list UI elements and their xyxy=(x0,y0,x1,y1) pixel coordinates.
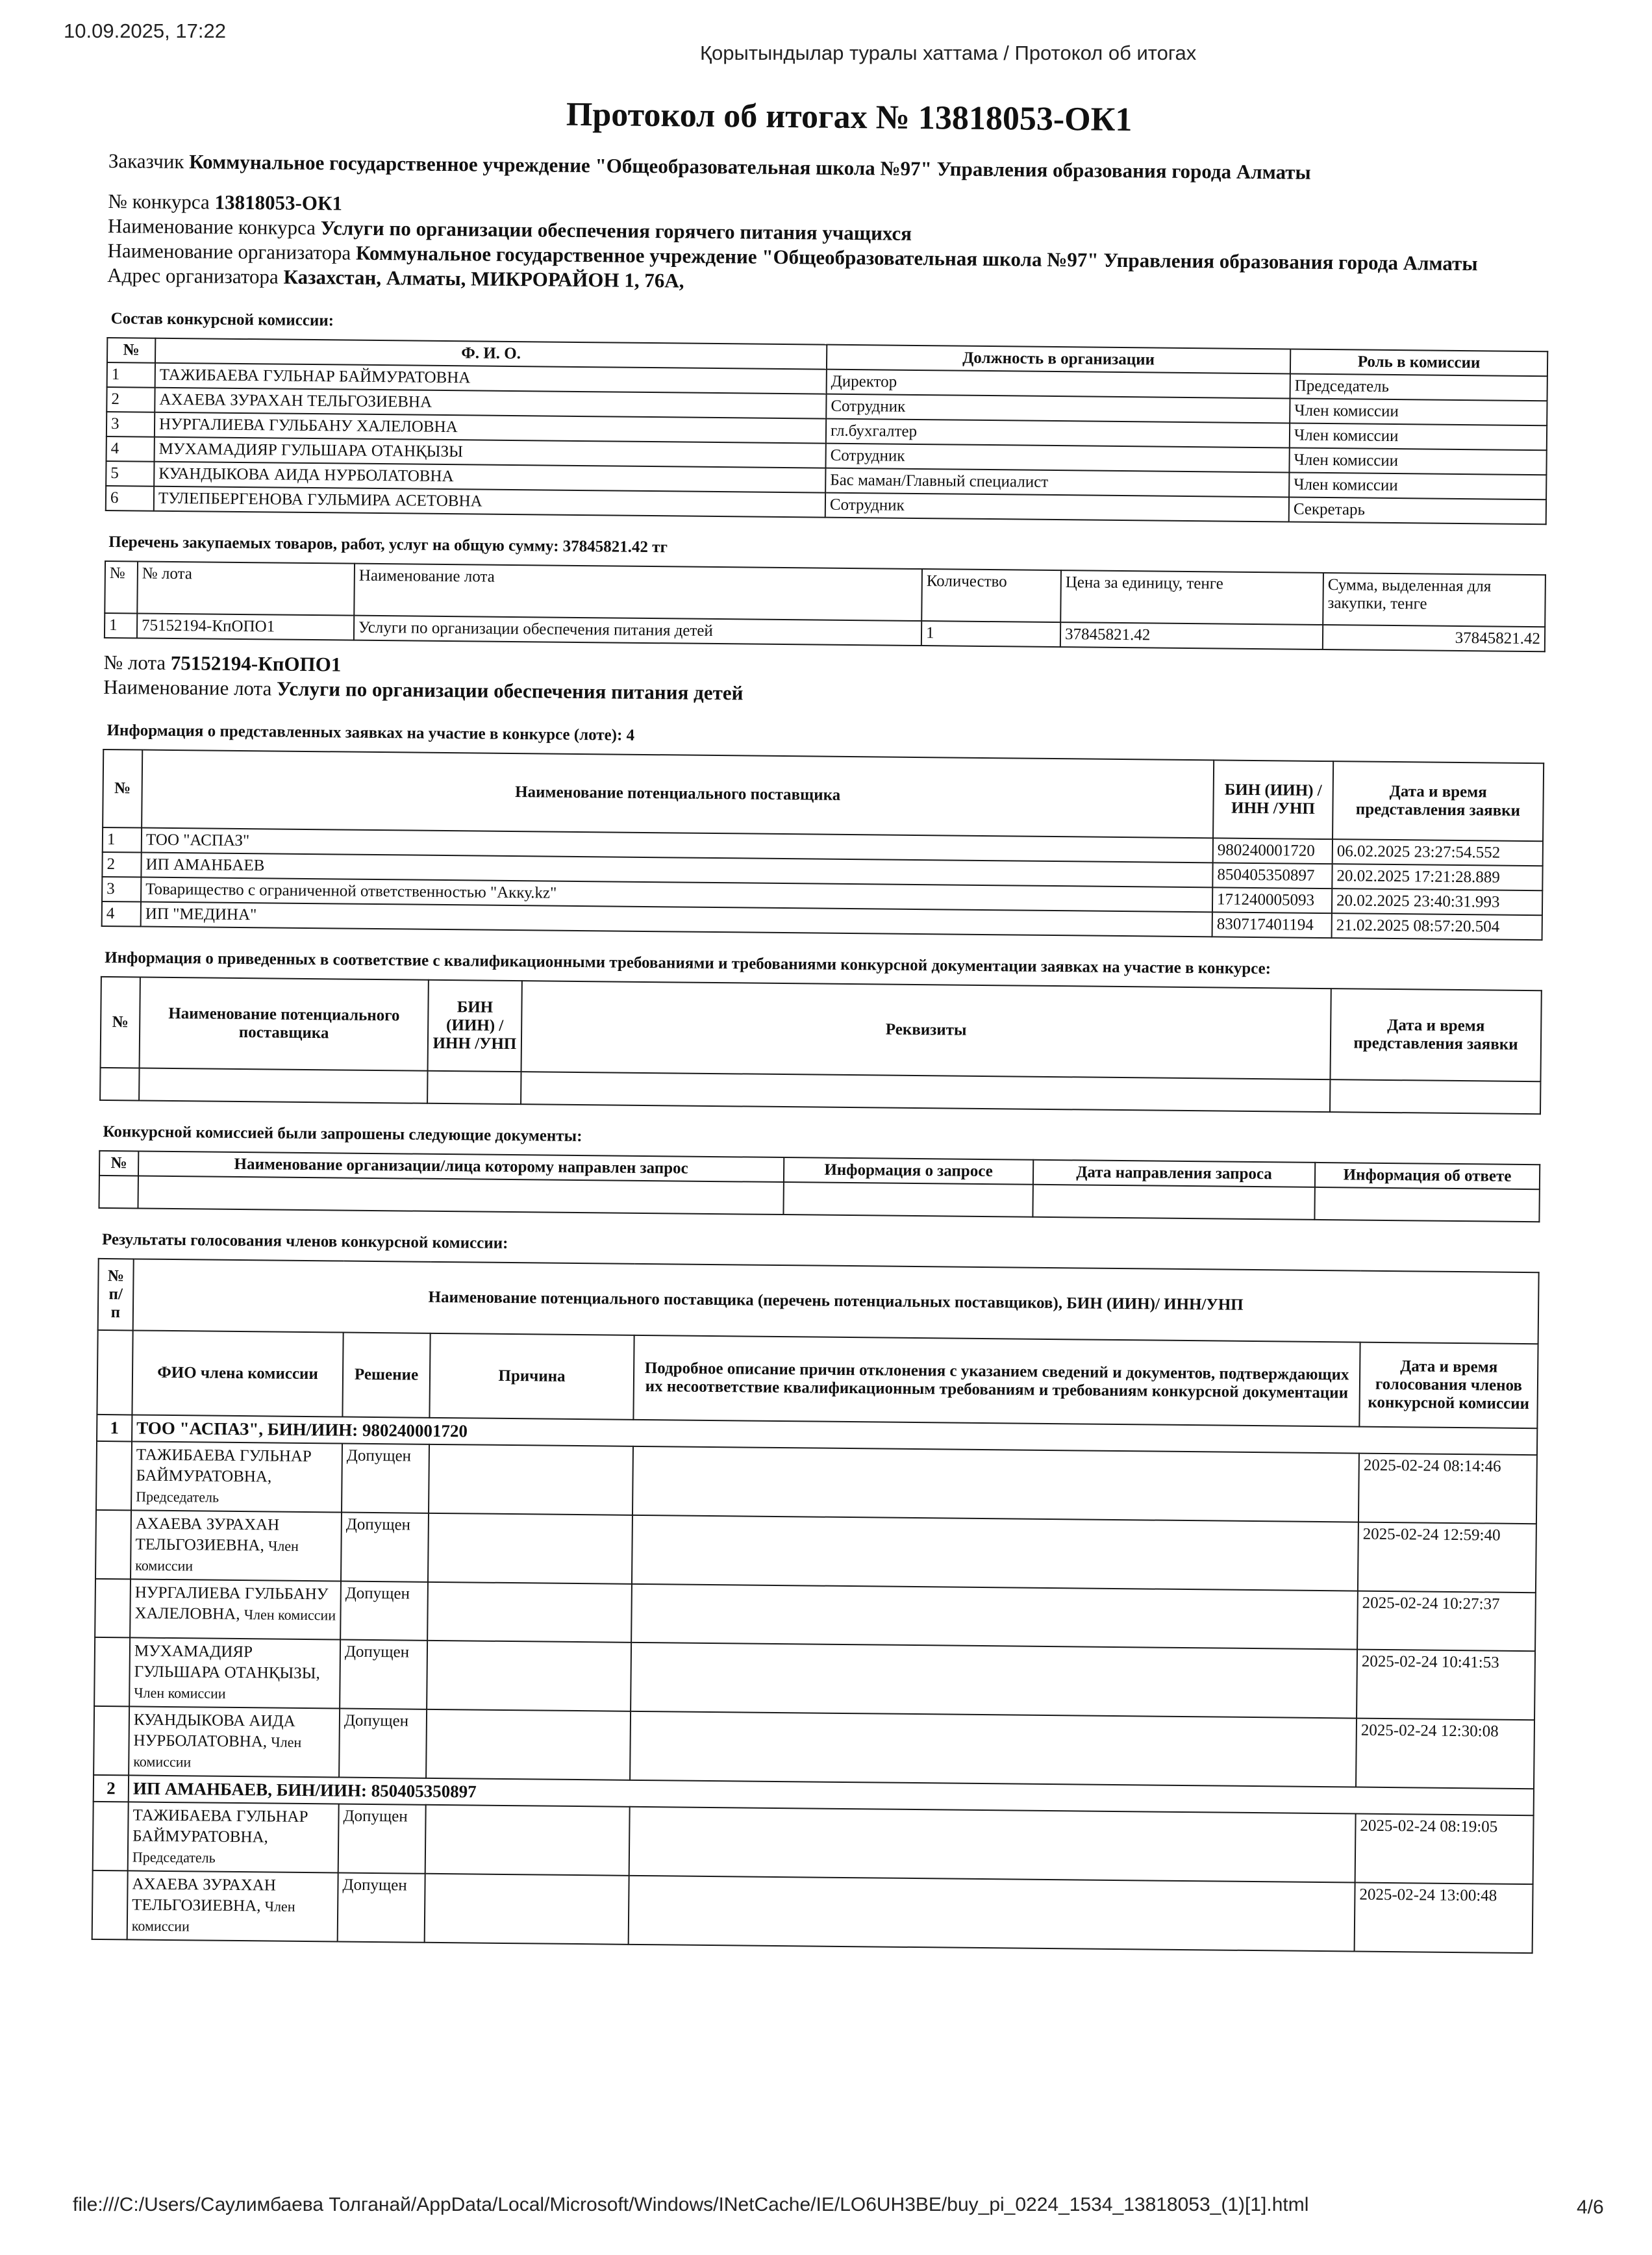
address-value: Казахстан, Алматы, МИКРОРАЙОН 1, 76А, xyxy=(283,265,684,292)
commission-heading: Состав конкурсной комиссии: xyxy=(110,310,334,330)
table-row: 1 75152194-КпОПО1 Услуги по организации обеспечения питания детей 1 37845821.42 37845821.42 xyxy=(105,613,1545,651)
vote-row: АХАЕВА ЗУРАХАН ТЕЛЬГОЗИЕВНА, Член комиссии Допущен 2025-02-24 12:59:40 xyxy=(95,1510,1536,1593)
customer-value: Коммунальное государственное учреждение "Общеобразовательная школа №97" Управления образования города Алматы xyxy=(189,150,1311,184)
page-number: 4/6 xyxy=(1577,2197,1604,2218)
table-row: 3 НУРГАЛИЕВА ГУЛЬБАНУ ХАЛЕЛОВНА гл.бухгалтер Член комиссии xyxy=(106,412,1547,450)
contest-name-value: Услуги по организации обеспечения горячего питания учащихся xyxy=(320,216,912,245)
organizer-value: Коммунальное государственное учреждение "Общеобразовательная школа №97" Управления образования города Алматы xyxy=(355,241,1478,275)
qualified-table: № Наименование потенциального поставщика БИН (ИИН) /ИНН /УНП Реквизиты Дата и время представления заявки xyxy=(99,976,1542,1115)
table-row: 2 ИП АМАНБАЕВ 850405350897 20.02.2025 17:21:28.889 xyxy=(102,852,1542,890)
col-role: Роль в комиссии xyxy=(1290,349,1547,376)
contest-no-value: 13818053-ОК1 xyxy=(214,190,343,215)
document-meta xyxy=(107,149,1550,301)
applications-heading: Информация о представленных заявках на участие в конкурсе (лоте): 4 xyxy=(106,722,635,744)
table-row: 2 АХАЕВА ЗУРАХАН ТЕЛЬГОЗИЕВНА Сотрудник Член комиссии xyxy=(106,387,1547,425)
vote-row: АХАЕВА ЗУРАХАН ТЕЛЬГОЗИЕВНА, Член комиссии Допущен 2025-02-24 13:00:48 xyxy=(92,1871,1533,1953)
protocol-page xyxy=(92,91,1551,1954)
requests-table: № Наименование организации/лица которому направлен запрос Информация о запросе Дата направления запроса Информация об ответе xyxy=(98,1150,1540,1222)
address-line: Адрес организатора Казахстан, Алматы, МИКРОРАЙОН 1, 76А, xyxy=(107,263,684,292)
supplier-row: 2 ИП АМАНБАЕВ, БИН/ИИН: 850405350897 xyxy=(94,1775,1534,1815)
table-row: 4 ИП "МЕДИНА" 830717401194 21.02.2025 08:57:20.504 xyxy=(102,901,1542,940)
vote-row: НУРГАЛИЕВА ГУЛЬБАНУ ХАЛЕЛОВНА, Член комиссии Допущен 2025-02-24 10:27:37 xyxy=(95,1579,1536,1651)
vote-row: КУАНДЫКОВА АИДА НУРБОЛАТОВНА, Член комиссии Допущен 2025-02-24 12:30:08 xyxy=(94,1706,1534,1789)
document-title: Протокол об итогах № 13818053-ОК1 xyxy=(566,95,1133,139)
table-row: 3 Товарищество с ограниченной ответственностью "Акку.kz" 171240005093 20.02.2025 23:40:31.993 xyxy=(102,877,1542,915)
procurement-table: № № лота Наименование лота Количество Цена за единицу, тенге Сумма, выделенная для закупки, тенге 1 75152194-КпОПО1 Услуги по организации обеспечения питания детей 1 37845821.42 37845821.42 xyxy=(104,561,1546,652)
voting-heading: Результаты голосования членов конкурсной комиссии: xyxy=(101,1230,508,1252)
table-row: 4 МУХАМАДИЯР ГУЛЬШАРА ОТАНҚЫЗЫ Сотрудник Член комиссии xyxy=(106,436,1547,475)
requests-heading: Конкурсной комиссией были запрошены следующие документы: xyxy=(103,1122,582,1146)
qualified-heading: Информация о приведенных в соответствие с квалификационными требованиями и требованиями конкурсной документации заявках на участие в конкурсе: xyxy=(105,948,1271,978)
contest-no-line: № конкурса 13818053-ОК1 xyxy=(108,189,343,215)
col-position: Должность в организации xyxy=(827,345,1290,374)
table-row: 6 ТУЛЕПБЕРГЕНОВА ГУЛЬМИРА АСЕТОВНА Сотрудник Секретарь xyxy=(106,486,1546,524)
print-footer-path: file:///C:/Users/Саулимбаева Толганай/AppData/Local/Microsoft/Windows/INetCache/IE/LO6UH3BE/buy_pi_0224_1534_13818053_(1)[1].html xyxy=(73,2194,1309,2215)
col-fio: Ф. И. О. xyxy=(155,338,827,370)
commission-table xyxy=(105,337,1548,525)
customer-line: Заказчик Коммунальное государственное учреждение "Общеобразовательная школа №97" Управления образования города Алматы xyxy=(108,149,1311,184)
vote-row: ТАЖИБАЕВА ГУЛЬНАР БАЙМУРАТОВНА, Председатель Допущен 2025-02-24 08:19:05 xyxy=(93,1802,1534,1884)
contest-name-line: Наименование конкурса Услуги по организации обеспечения горячего питания учащихся xyxy=(107,214,912,245)
print-datetime: 10.09.2025, 17:22 xyxy=(64,19,226,42)
table-row: 5 КУАНДЫКОВА АИДА НУРБОЛАТОВНА Бас маман/Главный специалист Член комиссии xyxy=(106,461,1546,499)
lot-name-value: Услуги по организации обеспечения питания детей xyxy=(276,677,744,705)
supplier-row: 1 ТОО "АСПАЗ", БИН/ИИН: 980240001720 xyxy=(97,1415,1537,1455)
col-no: № xyxy=(107,338,155,363)
table-row: 1 ТАЖИБАЕВА ГУЛЬНАР БАЙМУРАТОВНА Директор Председатель xyxy=(107,362,1547,401)
applications-table: № Наименование потенциального поставщика БИН (ИИН) /ИНН /УНП Дата и время представления заявки 1 ТОО "АСПАЗ" 980240001720 06.02.2025 23:27:54.552 2 ИП АМАНБАЕВ 850405350897 20.02.2025 17:21:28.889 3 Товарищество с ограниченной ответственностью "Акку.kz" 171240005093 20.02.2025 23:40:31.993 4 ИП "МЕДИНА" 830717401194 21.02.2025 08:57:20.504 xyxy=(101,749,1545,940)
vote-row: ТАЖИБАЕВА ГУЛЬНАР БАЙМУРАТОВНА, Председатель Допущен 2025-02-24 08:14:46 xyxy=(96,1441,1537,1524)
table-row: 1 ТОО "АСПАЗ" 980240001720 06.02.2025 23:27:54.552 xyxy=(103,827,1543,866)
voting-table: № п/ п Наименование потенциального поставщика (перечень потенциальных поставщиков), БИН (ИИН)/ ИНН/УНП ФИО члена комиссии Решение Причина Подробное описание причин отклонения с указанием сведений и документов, подтверждающих их несоответствие квалификационным требованиям и требованиям конкурсной документации Дата и время голосования членов конкурсной комиссии 1 ТОО "АСПАЗ", БИН/ИИН: 980240001720 ТАЖИБАЕВА ГУЛЬНАР БАЙМУРАТОВНА, Председатель Допущен 2025-02-24 08:14:46 АХАЕВА ЗУРАХАН ТЕЛЬГОЗИЕВНА, Член комиссии Допущен 2025-02-24 12:59:40 НУРГАЛИЕВА ГУЛЬБАНУ ХАЛЕЛОВНА, Член комиссии Допущен 2025-02-24 10:27:37 МУХАМАДИЯР ГУЛЬШАРА ОТАНҚЫЗЫ, Член комиссии Допущен 2025-02-24 10:41:53 КУАНДЫКОВА АИДА НУРБОЛАТОВНА, Член комиссии Допущен 2025-02-24 12:30:08 2 ИП АМАНБАЕВ, БИН/ИИН: 850405350897 ТАЖИБАЕВА ГУЛЬНАР БАЙМУРАТОВНА, Председатель Допущен 2025-02-24 08:19:05 АХАЕВА ЗУРАХАН ТЕЛЬГОЗИЕВНА, Член комиссии Допущен 2025-02-24 13:00:48 xyxy=(92,1258,1540,1954)
vote-row: МУХАМАДИЯР ГУЛЬШАРА ОТАНҚЫЗЫ, Член комиссии Допущен 2025-02-24 10:41:53 xyxy=(94,1637,1535,1720)
lot-info: № лота 75152194-КпОПО1 Наименование лота Услуги по организации обеспечения питания детей xyxy=(103,650,744,705)
lot-number: 75152194-КпОПО1 xyxy=(137,613,354,640)
lot-number-value: 75152194-КпОПО1 xyxy=(170,651,342,676)
organizer-line: Наименование организатора Коммунальное государственное учреждение "Общеобразовательная школа №97" Управления образования города Алматы xyxy=(107,238,1478,275)
print-page-title: Қорытындылар туралы хаттама / Протокол об итогах xyxy=(700,42,1197,64)
procurement-heading: Перечень закупаемых товаров, работ, услуг на общую сумму: 37845821.42 тг xyxy=(108,533,668,557)
